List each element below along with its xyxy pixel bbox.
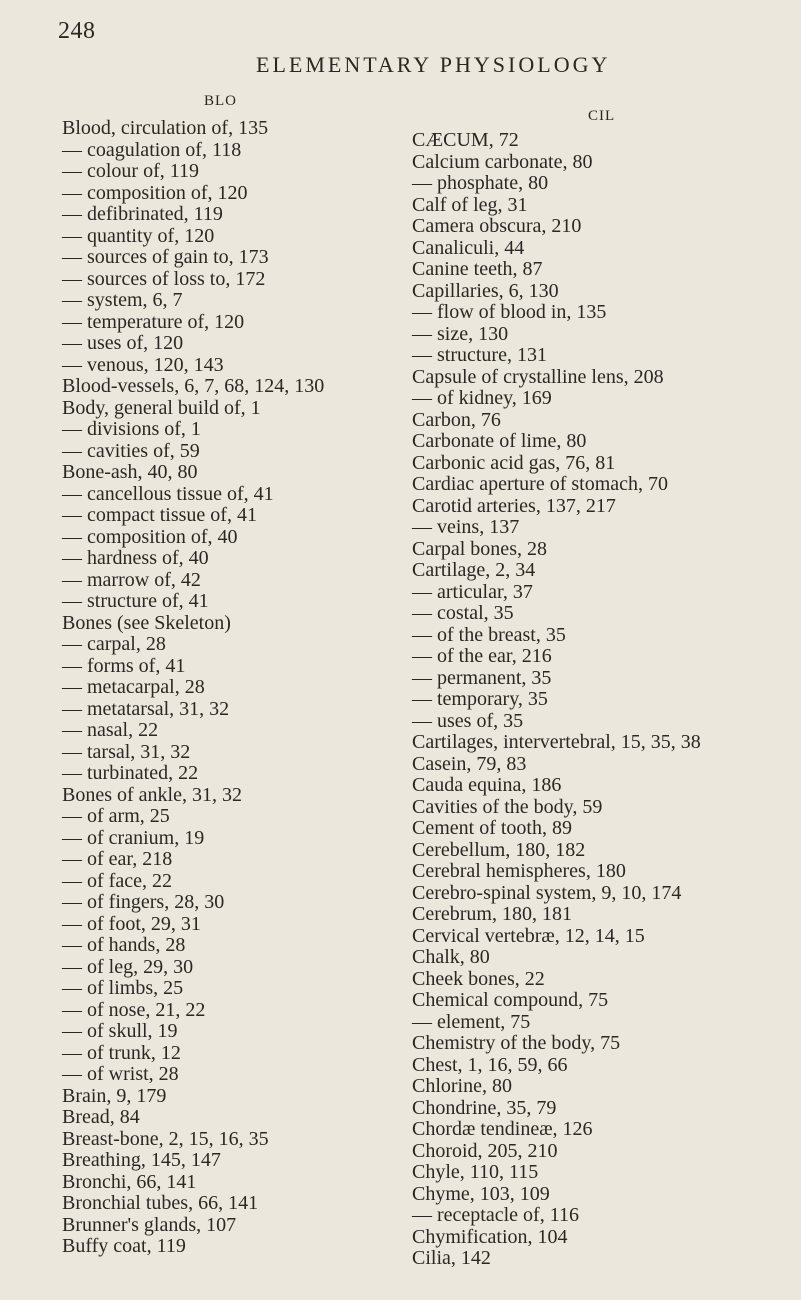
index-entry: Breast-bone, 2, 15, 16, 35 — [62, 1127, 269, 1150]
index-entry: Cement of tooth, 89 — [412, 817, 572, 839]
index-entry: — coagulation of, 118 — [62, 138, 242, 161]
index-entry: — costal, 35 — [412, 602, 514, 624]
index-entry: — articular, 37 — [412, 580, 533, 603]
index-entry: — composition of, 40 — [62, 525, 238, 548]
index-entry: Capsule of crystalline lens, 208 — [412, 365, 664, 388]
index-entry: Cerebrum, 180, 181 — [412, 903, 572, 925]
index-entry: — veins, 137 — [412, 516, 520, 538]
index-entry: Cartilage, 2, 34 — [412, 559, 536, 581]
index-entry: — of the ear, 216 — [412, 645, 552, 667]
index-entry: Cerebro-spinal system, 9, 10, 174 — [412, 881, 682, 904]
index-entry: — temperature of, 120 — [62, 310, 245, 333]
index-entry: — of leg, 29, 30 — [62, 955, 194, 978]
index-entry: — size, 130 — [412, 322, 509, 345]
index-entry: — of face, 22 — [62, 869, 172, 892]
index-entry: — metacarpal, 28 — [62, 676, 205, 698]
index-entry: Camera obscura, 210 — [412, 215, 582, 237]
index-entry: Bone-ash, 40, 80 — [62, 461, 198, 483]
index-entry: — of kidney, 169 — [412, 387, 552, 409]
index-entry: Carpal bones, 28 — [412, 537, 547, 560]
index-entry: — forms of, 41 — [62, 654, 186, 677]
index-entry: — structure of, 41 — [62, 590, 209, 612]
index-entry: — colour of, 119 — [62, 160, 200, 182]
index-entry: — sources of loss to, 172 — [62, 267, 266, 290]
index-entry: Choroid, 205, 210 — [412, 1139, 558, 1162]
index-entry: CÆCUM, 72 — [412, 129, 519, 151]
index-entry: Chest, 1, 16, 59, 66 — [412, 1053, 568, 1076]
index-entry: — composition of, 120 — [62, 181, 248, 204]
right-catchword: CIL — [588, 108, 616, 124]
index-entry: Carbonic acid gas, 76, 81 — [412, 451, 616, 474]
index-entry: — element, 75 — [412, 1010, 531, 1033]
index-entry: — of ear, 218 — [62, 848, 173, 870]
index-entry: — of foot, 29, 31 — [62, 912, 201, 935]
running-head: ELEMENTARY PHYSIOLOGY — [256, 52, 611, 77]
index-entry: — flow of blood in, 135 — [412, 301, 607, 323]
index-entry: Cauda equina, 186 — [412, 774, 562, 796]
index-entry: Calf of leg, 31 — [412, 193, 528, 216]
index-entry: — of trunk, 12 — [62, 1041, 181, 1064]
index-entry: Chlorine, 80 — [412, 1075, 512, 1097]
index-entry: — of limbs, 25 — [62, 977, 184, 999]
left-catchword: BLO — [204, 93, 237, 109]
index-entry: Canine teeth, 87 — [412, 258, 543, 280]
index-entry: — of fingers, 28, 30 — [62, 891, 225, 913]
index-entry: — sources of gain to, 173 — [62, 246, 269, 268]
index-entry: — system, 6, 7 — [62, 289, 183, 311]
index-entry: Cervical vertebræ, 12, 14, 15 — [412, 924, 645, 947]
index-entry: Chyle, 110, 115 — [412, 1161, 539, 1183]
index-entry: — phosphate, 80 — [412, 172, 549, 194]
index-entry: Bones of ankle, 31, 32 — [62, 783, 242, 806]
index-entry: — temporary, 35 — [412, 688, 548, 710]
index-entry: — defibrinated, 119 — [62, 203, 223, 225]
index-entry: Chymification, 104 — [412, 1225, 568, 1248]
index-entry: — nasal, 22 — [62, 719, 159, 741]
index-entry: Calcium carbonate, 80 — [412, 150, 593, 173]
index-entry: — uses of, 35 — [412, 709, 524, 732]
index-entry: Chalk, 80 — [412, 946, 490, 968]
index-entry: Chordæ tendineæ, 126 — [412, 1118, 593, 1140]
index-entry: — of arm, 25 — [62, 805, 170, 827]
index-column-right — [412, 130, 792, 1270]
index-entry: Bronchial tubes, 66, 141 — [62, 1192, 259, 1214]
index-entry: Breathing, 145, 147 — [62, 1149, 221, 1171]
index-entry: Cheek bones, 22 — [412, 967, 545, 990]
index-entry: Blood-vessels, 6, 7, 68, 124, 130 — [62, 375, 325, 397]
index-entry: — venous, 120, 143 — [62, 353, 224, 376]
index-entry: Bones (see Skeleton) — [62, 611, 231, 634]
index-entry: Brunner's glands, 107 — [62, 1213, 237, 1236]
index-entry: Capillaries, 6, 130 — [412, 279, 559, 302]
index-entry: — marrow of, 42 — [62, 568, 201, 591]
index-entry: — compact tissue of, 41 — [62, 504, 257, 526]
index-entry: Bronchi, 66, 141 — [62, 1170, 197, 1193]
index-entry: — structure, 131 — [412, 344, 547, 366]
index-entry: Cilia, 142 — [412, 1247, 491, 1269]
index-entry: — turbinated, 22 — [62, 762, 199, 784]
index-entry: — of the breast, 35 — [412, 623, 566, 646]
index-entry: Carbon, 76 — [412, 408, 501, 431]
index-column-left — [62, 118, 392, 1258]
index-entry: Blood, circulation of, 135 — [62, 117, 269, 139]
index-entry: Chemical compound, 75 — [412, 989, 609, 1011]
index-entry: Chyme, 103, 109 — [412, 1182, 550, 1205]
index-entry: — cavities of, 59 — [62, 439, 200, 462]
index-entry: Casein, 79, 83 — [412, 752, 527, 775]
index-entry: Cartilages, intervertebral, 15, 35, 38 — [412, 731, 701, 753]
index-entry: — tarsal, 31, 32 — [62, 740, 191, 763]
index-entry: Brain, 9, 179 — [62, 1084, 167, 1107]
index-entry: Cerebral hemispheres, 180 — [412, 860, 626, 882]
index-entry: — hardness of, 40 — [62, 547, 209, 569]
index-entry: Chemistry of the body, 75 — [412, 1032, 621, 1054]
index-entry: Cardiac aperture of stomach, 70 — [412, 473, 669, 495]
index-entry: — cancellous tissue of, 41 — [62, 482, 274, 505]
index-entry: — of hands, 28 — [62, 934, 186, 956]
index-entry: Body, general build of, 1 — [62, 396, 261, 419]
index-entry: Canaliculi, 44 — [412, 236, 525, 259]
index-entry: — metatarsal, 31, 32 — [62, 697, 230, 720]
index-entry: — carpal, 28 — [62, 633, 166, 655]
page-number: 248 — [58, 18, 96, 44]
index-entry: Bread, 84 — [62, 1106, 140, 1128]
index-entry: Buffy coat, 119 — [62, 1235, 186, 1257]
index-entry: Carbonate of lime, 80 — [412, 430, 587, 452]
index-entry: Chondrine, 35, 79 — [412, 1096, 557, 1119]
index-entry: — of wrist, 28 — [62, 1063, 179, 1085]
index-entry: — of nose, 21, 22 — [62, 998, 206, 1021]
index-entry: Cavities of the body, 59 — [412, 795, 603, 818]
index-entry: Cerebellum, 180, 182 — [412, 838, 586, 861]
index-entry: — uses of, 120 — [62, 332, 184, 354]
index-entry: — permanent, 35 — [412, 666, 552, 689]
index-entry: — receptacle of, 116 — [412, 1204, 579, 1226]
index-entry: — of skull, 19 — [62, 1020, 178, 1042]
index-entry: — quantity of, 120 — [62, 224, 215, 247]
index-entry: — divisions of, 1 — [62, 418, 201, 440]
index-entry: Carotid arteries, 137, 217 — [412, 494, 616, 517]
index-entry: — of cranium, 19 — [62, 826, 205, 849]
